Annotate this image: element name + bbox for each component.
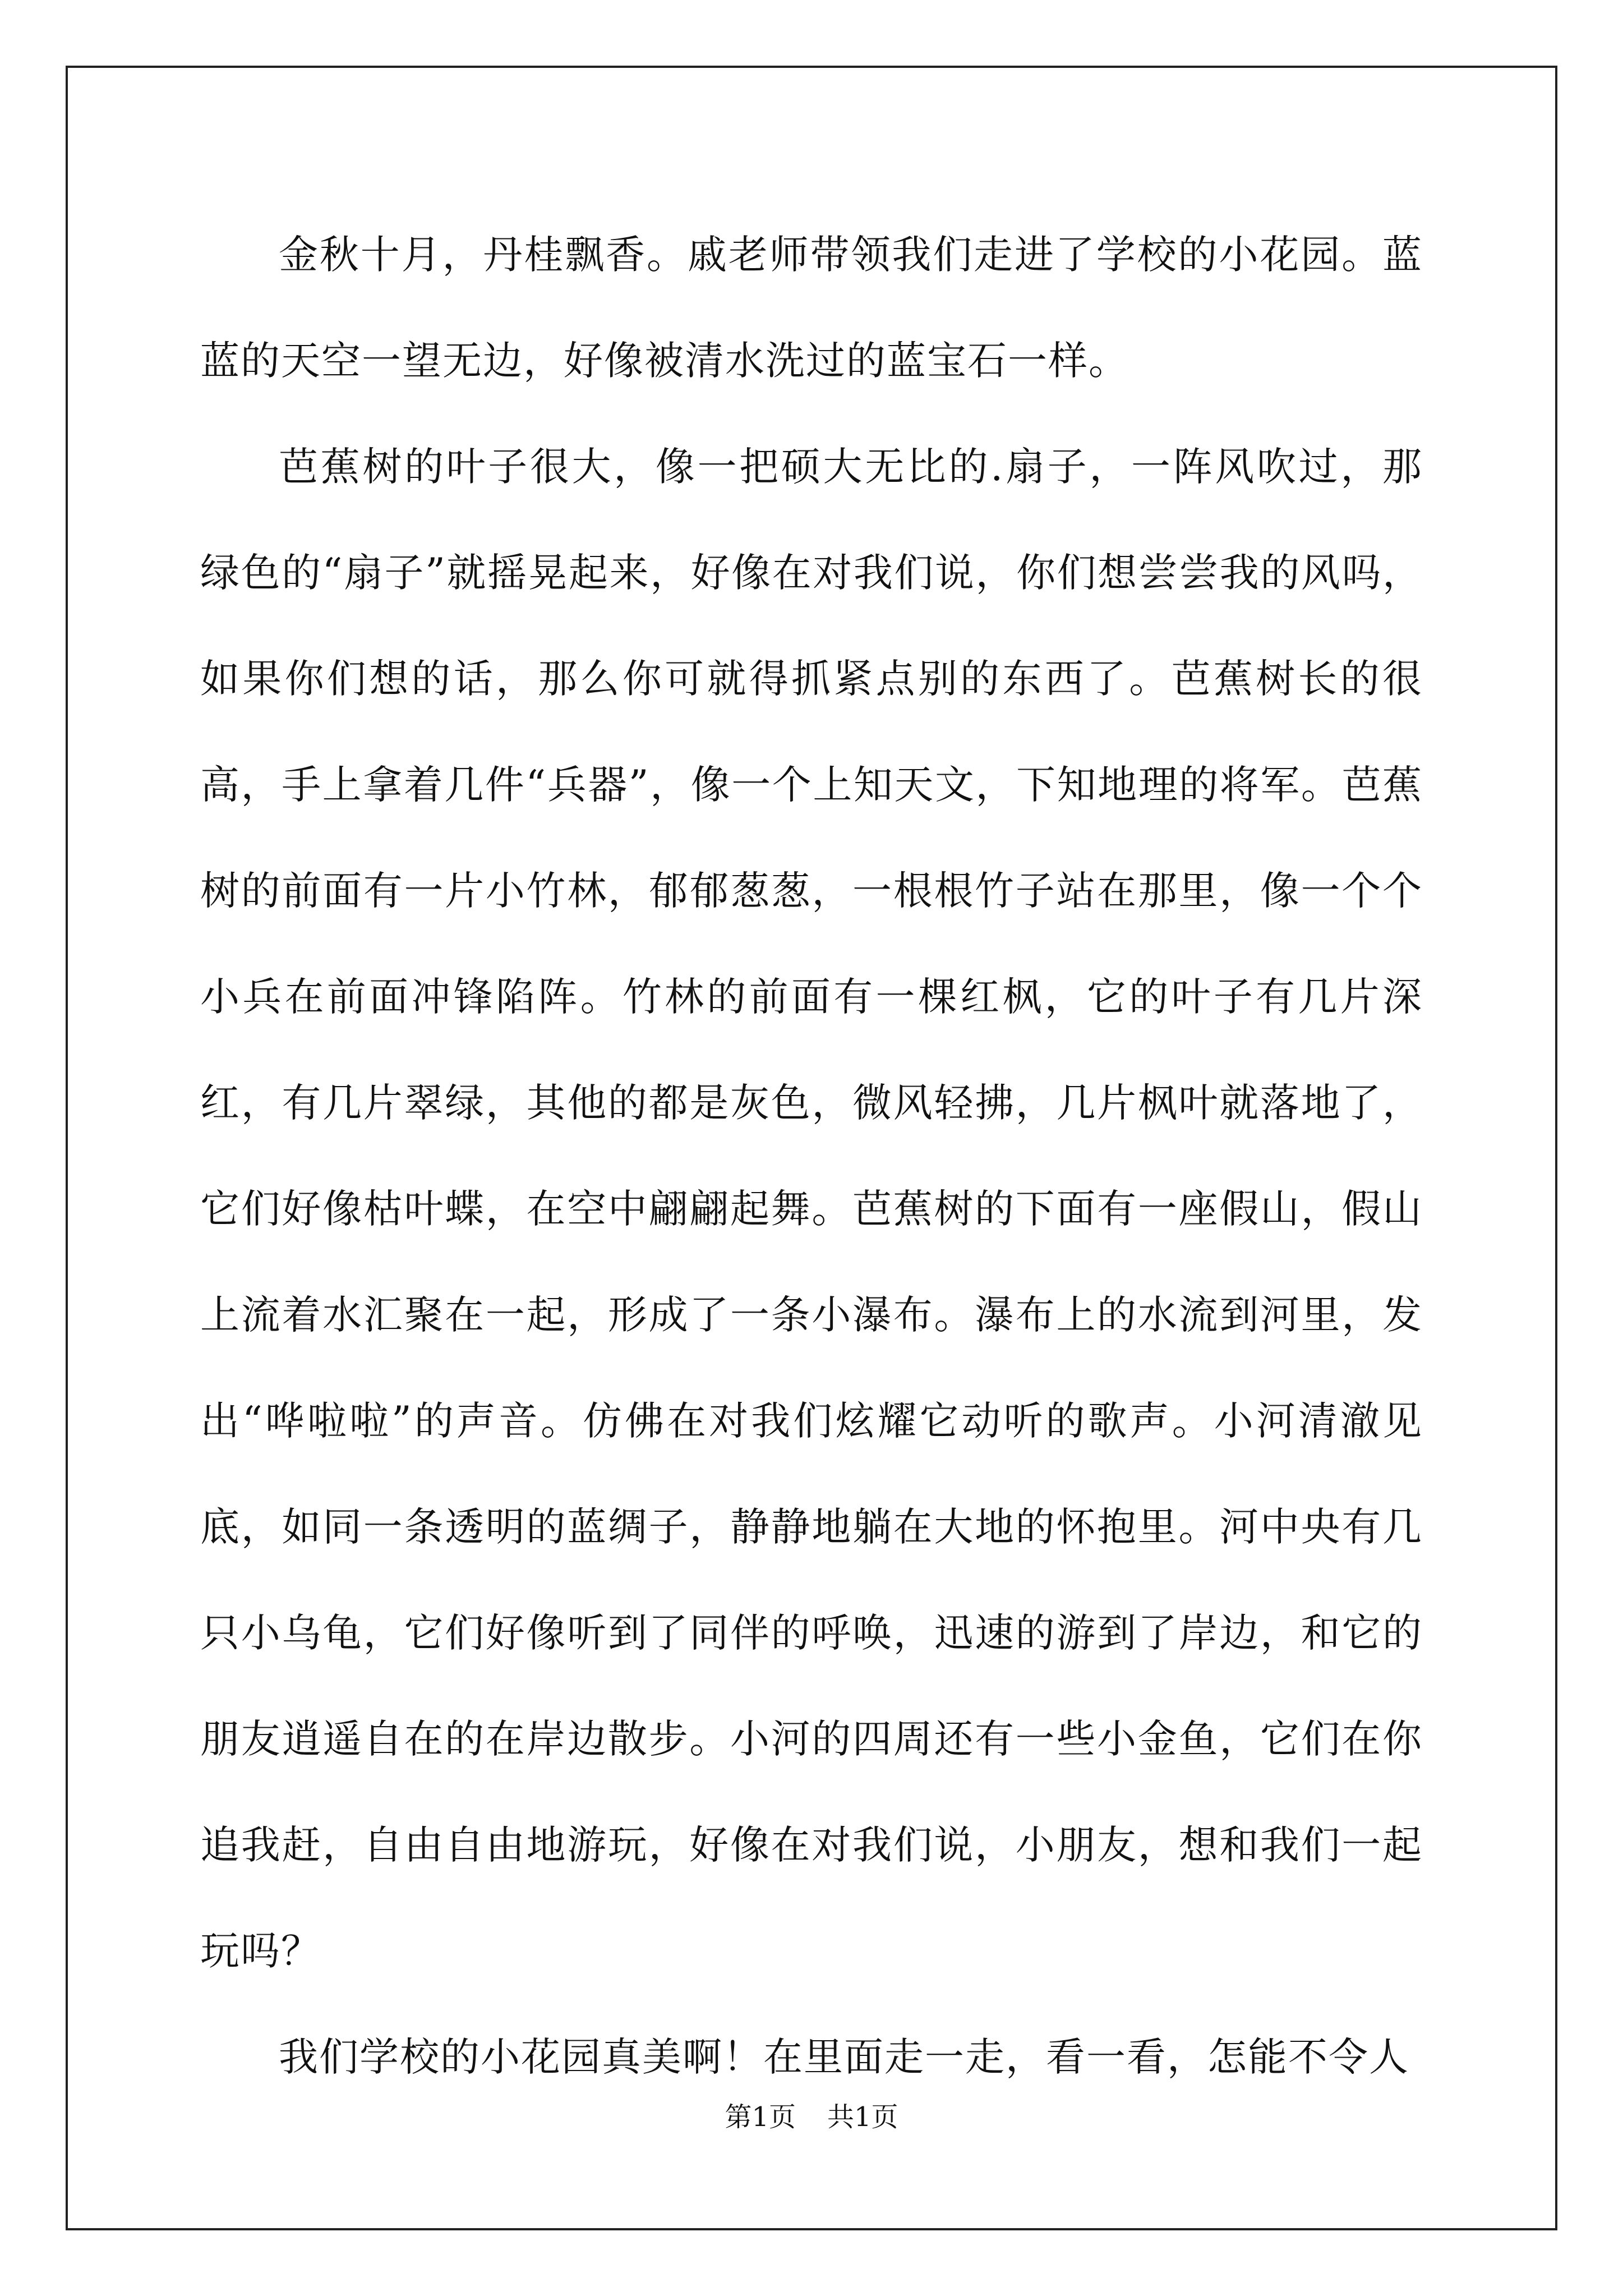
paragraph-garden-description: 芭蕉树的叶子很大，像一把硕大无比的.扇子，一阵风吹过，那绿色的“扇子”就摇晃起来，好像在对我们说，你们想尝尝我的风吗，如果你们想的话，那么你可就得抓紧点别的东西了。芭蕉树长的很高，手上拿着几件“兵器”，像一个上知天文，下知地理的将军。芭蕉树的前面有一片小竹林，郁郁葱葱，一根根竹子站在那里，像一个个小兵在前面冲锋陷阵。竹林的前面有一棵红枫，它的叶子有几片深红，有几片翠绿，其他的都是灰色，微风轻拂，几片枫叶就落地了，它们好像枯叶蝶，在空中翩翩起舞。芭蕉树的下面有一座假山，假山上流着水汇聚在一起，形成了一条小瀑布。瀑布上的水流到河里，发出“哗啦啦”的声音。仿佛在对我们炫耀它动听的歌声。小河清澈见底，如同一条透明的蓝绸子，静静地躺在大地的怀抱里。河中央有几只小乌龟，它们好像听到了同伴的呼唤，迅速的游到了岸边，和它的朋友逍遥自在的在岸边散步。小河的四周还有一些小金鱼，它们在你追我赶，自由自由地游玩，好像在对我们说，小朋友，想和我们一起玩吗？ [200,444,1423,1974]
paragraph-intro: 金秋十月，丹桂飘香。戚老师带领我们走进了学校的小花园。蓝蓝的天空一望无边，好像被清水洗过的蓝宝石一样。 [200,232,1423,384]
page-footer [0,2100,1623,2134]
document-body [200,202,1423,2110]
page-number-current: 第1页 [725,2101,796,2133]
paragraph-conclusion: 我们学校的小花园真美啊！在里面走一走，看一看，怎能不令人 [279,2034,1409,2080]
page-number-total: 共1页 [827,2101,898,2133]
